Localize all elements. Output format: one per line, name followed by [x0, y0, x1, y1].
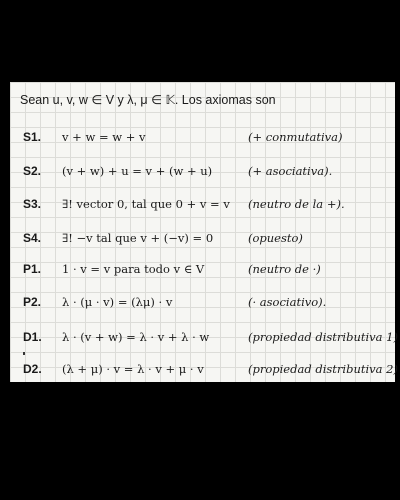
axiom-label: D1. [23, 330, 42, 344]
axiom-label: S4. [23, 231, 42, 245]
axiom-row-p2 [10, 295, 395, 315]
axioms-slide [10, 82, 398, 382]
axiom-row-d2 [10, 362, 398, 382]
axiom-formula: ∃! −v tal que v + (−v) = 0 [62, 231, 214, 245]
axiom-row-s2 [10, 164, 395, 184]
axiom-note: (+ conmutativa) [248, 130, 343, 144]
axiom-formula: 1 · v = v para todo v ∈ V [62, 262, 205, 276]
axiom-formula: ∃! vector 0, tal que 0 + v = v [62, 197, 230, 211]
axiom-label: S2. [23, 164, 42, 178]
axiom-row-d1 [10, 330, 398, 350]
axiom-formula: v + w = w + v [62, 130, 146, 144]
axiom-label: P1. [23, 262, 42, 276]
axiom-note: (opuesto) [248, 231, 303, 245]
axiom-note: (propiedad distributiva 1) [248, 330, 398, 344]
axiom-row-s4 [10, 231, 395, 251]
axiom-formula: (λ + μ) · v = λ · v + μ · v [62, 362, 204, 376]
axiom-note: (neutro de la +). [248, 197, 345, 211]
axiom-formula: λ · (μ · v) = (λμ) · v [62, 295, 173, 309]
axiom-label: S3. [23, 197, 42, 211]
axiom-label: D2. [23, 362, 42, 376]
axiom-row-s3 [10, 197, 395, 217]
axiom-formula: λ · (v + w) = λ · v + λ · w [62, 330, 210, 344]
axiom-note: (· asociativo). [248, 295, 327, 309]
axiom-label: S1. [23, 130, 42, 144]
axiom-row-s1 [10, 130, 395, 150]
axiom-row-p1 [10, 262, 395, 282]
axiom-note: (+ asociativa). [248, 164, 333, 178]
intro-text: Sean u, v, w ∈ V y λ, μ ∈ 𝕂. Los axiomas son [20, 93, 276, 107]
axiom-formula: (v + w) + u = v + (w + u) [62, 164, 213, 178]
axiom-label: P2. [23, 295, 42, 309]
axiom-note: (propiedad distributiva 2) [248, 362, 398, 376]
stray-mark [23, 352, 25, 355]
axiom-note: (neutro de ·) [248, 262, 321, 276]
